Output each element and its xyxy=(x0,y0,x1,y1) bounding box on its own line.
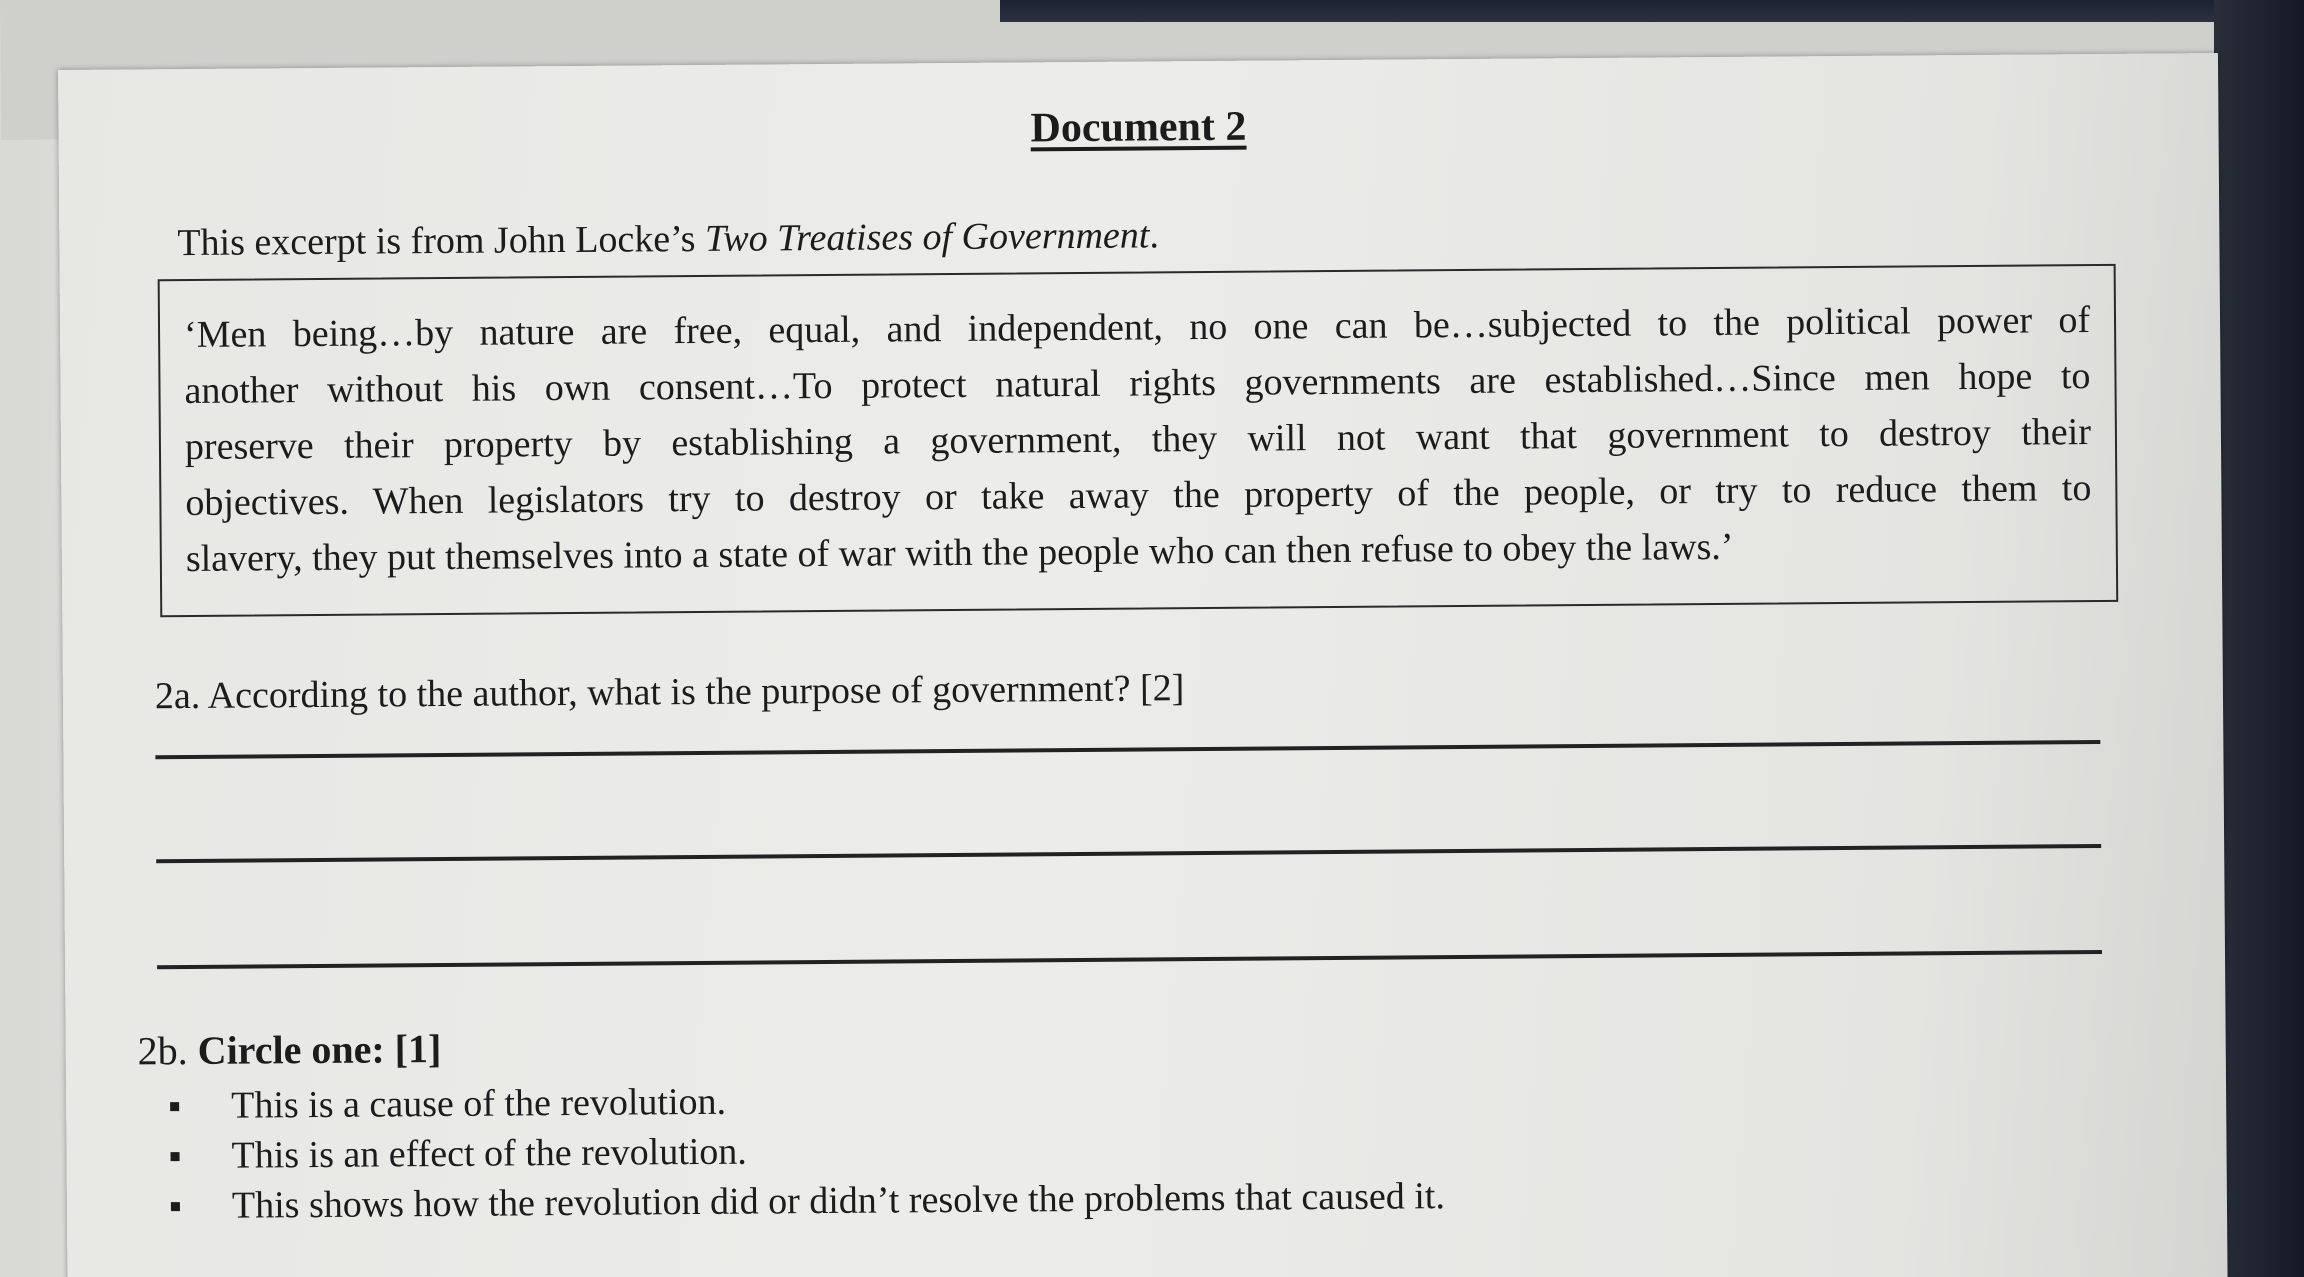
quote-line: another without his own consent…To protect natural rights governments are established…Since men hope to xyxy=(184,355,2091,413)
intro-text: This excerpt is from John Locke’s xyxy=(177,217,706,265)
bullet-icon xyxy=(170,1152,179,1161)
book-title: Two Treatises of Government xyxy=(704,214,1150,260)
option-label: This is an effect of the revolution. xyxy=(231,1130,748,1177)
bullet-icon xyxy=(171,1202,180,1211)
option-resolution[interactable] xyxy=(171,1171,1445,1231)
dark-edge-top xyxy=(1000,0,2304,22)
question-2b-number: 2b. xyxy=(137,1027,198,1074)
quote-line: ‘Men being…by nature are free, equal, and independent, no one can be…subjected to the political power of xyxy=(183,299,2091,357)
intro-period: . xyxy=(1149,214,1160,257)
answer-line-2[interactable] xyxy=(156,844,2101,863)
answer-line-1[interactable] xyxy=(155,740,2100,759)
quote-line: objectives. When legislators try to destroy or take away the property of the people, or try to reduce them to xyxy=(185,467,2092,525)
quote-box xyxy=(158,264,2119,617)
quote-line: slavery, they put themselves into a state of war with the people who can then refuse to obey the laws.’ xyxy=(185,525,1734,581)
dark-edge-right xyxy=(2214,0,2304,1277)
question-2b-prompt: Circle one: [1] xyxy=(197,1026,442,1073)
excerpt-intro xyxy=(177,213,1159,265)
bullet-icon xyxy=(170,1102,179,1111)
quote-line: preserve their property by establishing a government, they will not want that government to destroy their xyxy=(184,411,2092,469)
answer-line-3[interactable] xyxy=(157,950,2102,969)
worksheet-page xyxy=(58,53,2228,1277)
question-2b xyxy=(138,1025,442,1074)
option-label: This shows how the revolution did or didn’t resolve the problems that caused it. xyxy=(231,1175,1446,1227)
question-2a: 2a. According to the author, what is the purpose of government? [2] xyxy=(154,667,1185,718)
option-list xyxy=(170,1071,1445,1231)
option-label: This is a cause of the revolution. xyxy=(230,1080,727,1127)
document-title: Document 2 xyxy=(1030,103,1247,152)
